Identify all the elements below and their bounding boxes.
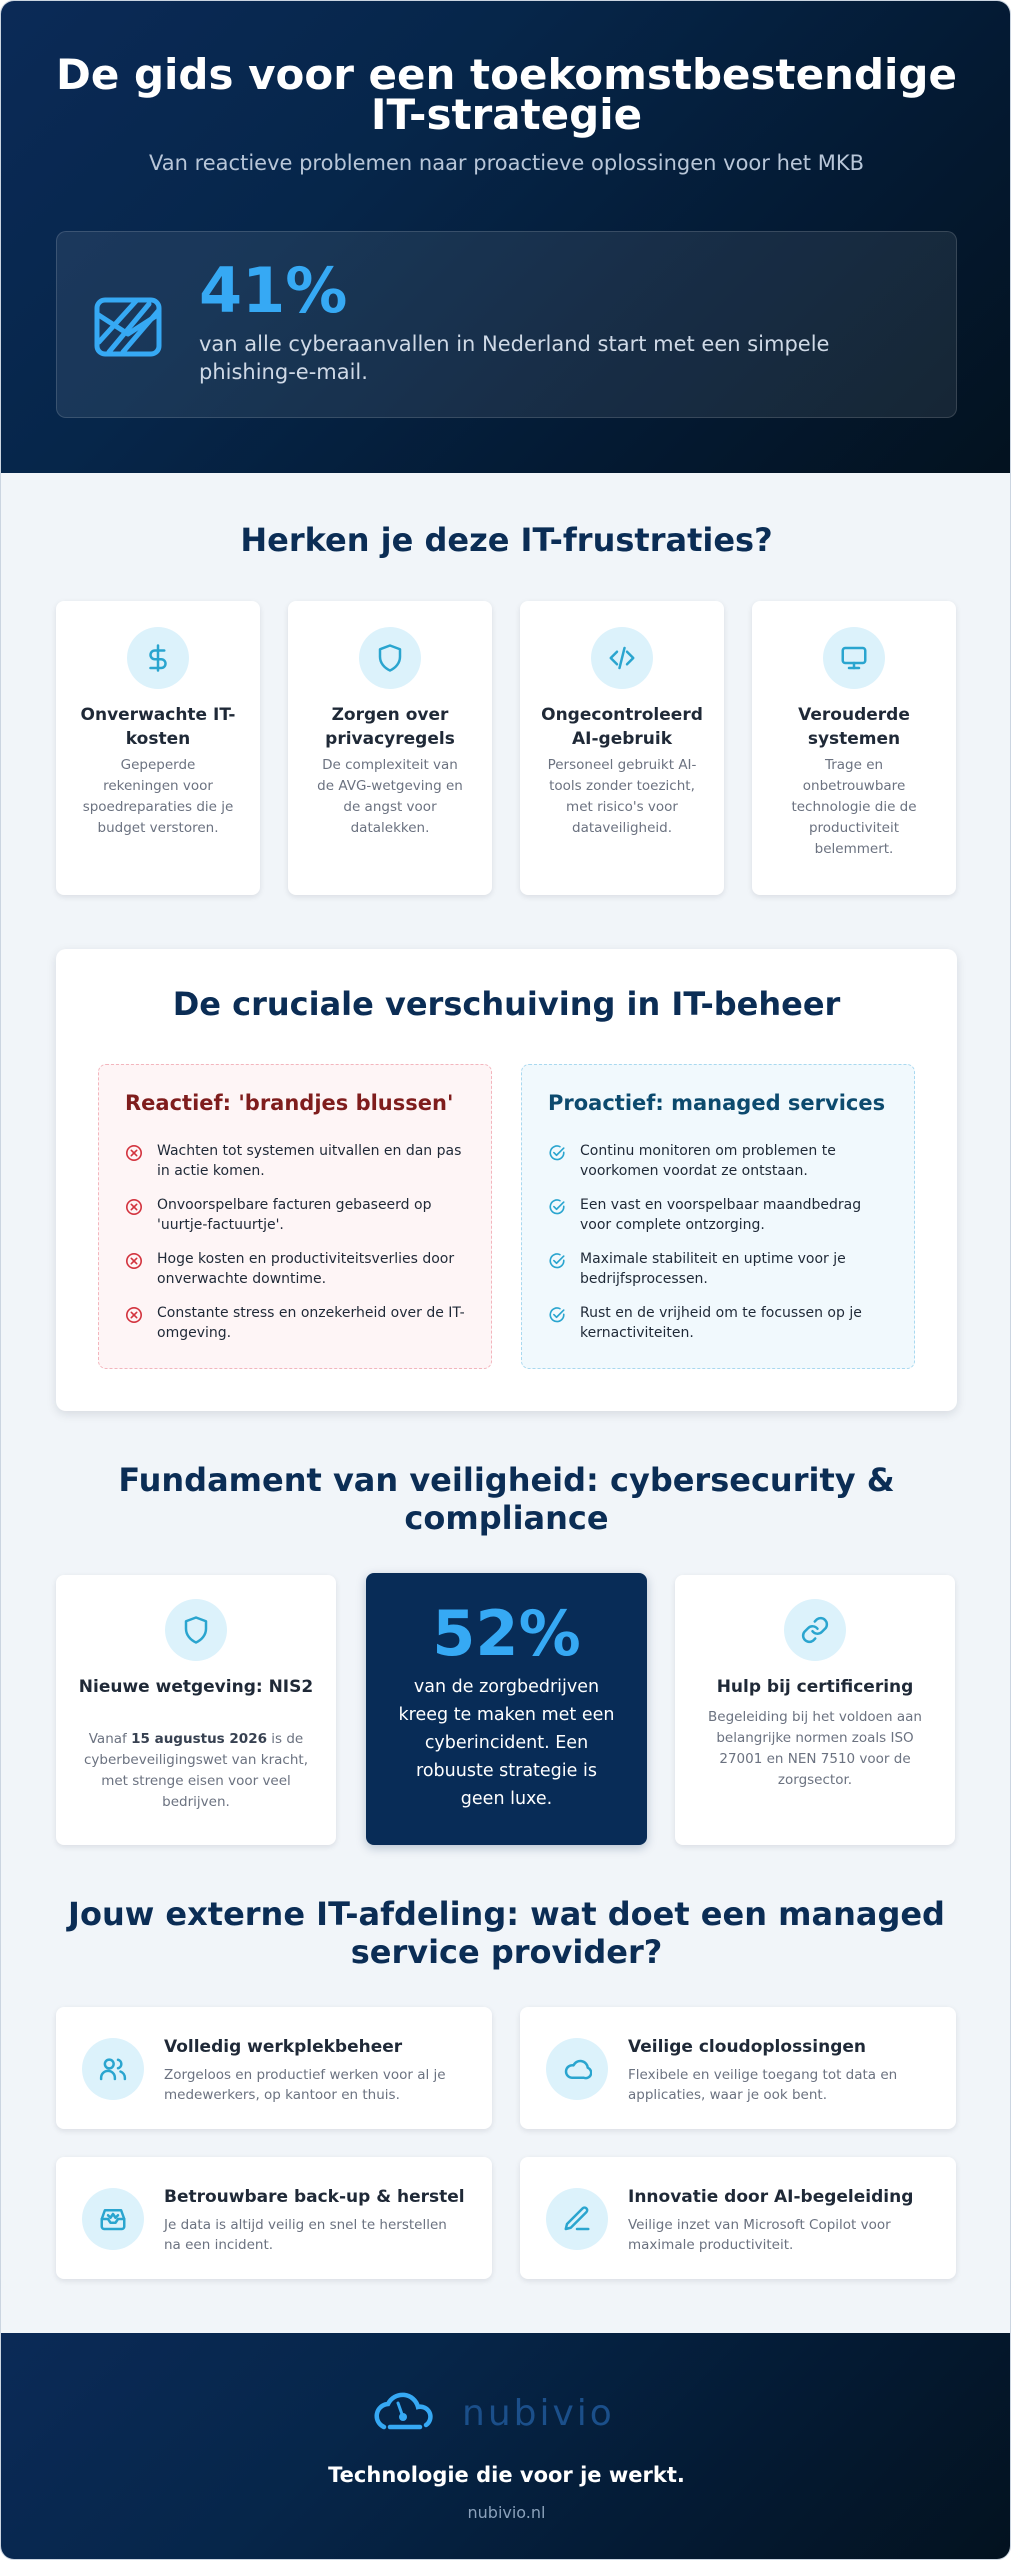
frustration-card-privacy (288, 601, 492, 895)
nis2-card (56, 1575, 336, 1845)
service-text: Je data is altijd veilig en snel te herstellen na een incident. (164, 2217, 447, 2253)
foundation-title: Fundament van veiligheid: cybersecurity & compliance (118, 1461, 895, 1537)
service-title: Betrouwbare back-up & herstel (164, 2187, 465, 2207)
proactive-item-text: Maximale stabiliteit en uptime voor je bedrijfsprocessen. (580, 1251, 846, 1287)
reactive-item-text: Wachten tot systemen uitvallen en dan pas in actie komen. (157, 1143, 462, 1179)
nubivio-logo (370, 2383, 642, 2439)
healthcare-stat-card (366, 1573, 647, 1845)
hero-section (1, 1, 1011, 473)
phishing-icon (93, 290, 167, 364)
cloud-icon (546, 2038, 608, 2100)
footer (1, 2333, 1011, 2560)
footer-url: nubivio.nl (467, 2503, 546, 2522)
users-icon (82, 2038, 144, 2100)
reactive-item-text: Hoge kosten en productiviteitsverlies door onverwachte downtime. (157, 1251, 455, 1287)
certification-title: Hulp bij certificering (716, 1677, 914, 1697)
service-card-workplace (56, 2007, 492, 2129)
check-circle-icon (548, 1198, 566, 1216)
frustration-card-text: Trage en onbetrouwbare technologie die de productiviteit belemmert. (791, 757, 917, 857)
service-title: Veilige cloudoplossingen (628, 2037, 867, 2057)
frustration-card-text: Personeel gebruikt AI-tools zonder toezicht, met risico's voor dataveiligheid. (547, 757, 697, 836)
frustration-card-title: Onverwachte IT-kosten (80, 705, 236, 749)
check-circle-icon (548, 1144, 566, 1162)
nis2-date: 15 augustus 2026 (131, 1731, 267, 1747)
page-title: De gids voor een toekomstbestendige IT-strategie (56, 50, 957, 139)
link-icon (784, 1599, 846, 1661)
proactive-title: Proactief: managed services (548, 1091, 886, 1115)
check-circle-icon (548, 1306, 566, 1324)
services-title: Jouw externe IT-afdeling: wat doet een managed service provider? (68, 1895, 945, 1971)
shield-icon (165, 1599, 227, 1661)
x-circle-icon (125, 1144, 143, 1162)
footer-tagline: Technologie die voor je werkt. (328, 2463, 685, 2487)
service-text: Veilige inzet van Microsoft Copilot voor maximale productiviteit. (628, 2217, 891, 2253)
x-circle-icon (125, 1198, 143, 1216)
proactive-item-text: Continu monitoren om problemen te voorkomen voordat ze ontstaan. (580, 1143, 836, 1179)
x-circle-icon (125, 1252, 143, 1270)
page-subtitle: Van reactieve problemen naar proactieve oplossingen voor het MKB (148, 151, 865, 175)
service-text: Zorgeloos en productief werken voor al je medewerkers, op kantoor en thuis. (164, 2067, 446, 2103)
service-card-ai (520, 2157, 956, 2279)
frustrations-title: Herken je deze IT-frustraties? (240, 521, 773, 559)
service-text: Flexibele en veilige toegang tot data en applicaties, waar je ook bent. (628, 2067, 898, 2103)
healthcare-stat-text: van de zorgbedrijven kreeg te maken met een cyberincident. Een robuuste strategie is geen luxe. (398, 1677, 615, 1809)
certification-text: Begeleiding bij het voldoen aan belangrijke normen zoals ISO 27001 en NEN 7510 voor de zorgsector. (708, 1709, 922, 1788)
code-icon (591, 627, 653, 689)
service-title: Innovatie door AI-begeleiding (628, 2187, 914, 2207)
certification-card (675, 1575, 955, 1845)
frustration-card-title: Zorgen over privacyregels (325, 705, 455, 749)
healthcare-stat-value: 52% (432, 1597, 581, 1670)
proactive-item-text: Rust en de vrijheid om te focussen op je kernactiviteiten. (580, 1305, 862, 1341)
shield-icon (359, 627, 421, 689)
frustration-card-title: Ongecontroleerd AI-gebruik (541, 705, 703, 749)
dollar-icon (127, 627, 189, 689)
shift-panel (56, 949, 957, 1411)
frustration-card-text: De complexiteit van de AVG-wetgeving en de angst voor datalekken. (317, 757, 463, 836)
inbox-icon (82, 2188, 144, 2250)
reactive-column (98, 1064, 492, 1369)
frustration-card-title: Verouderde systemen (798, 705, 910, 749)
nis2-text: Vanaf 15 augustus 2026 is de cyberbeveiligingswet van kracht, met strenge eisen voor veel bedrijven. (84, 1731, 308, 1810)
monitor-icon (823, 627, 885, 689)
reactive-item-text: Constante stress en onzekerheid over de IT-omgeving. (157, 1305, 465, 1341)
frustration-card-costs (56, 601, 260, 895)
nis2-title: Nieuwe wetgeving: NIS2 (78, 1677, 314, 1697)
service-card-backup (56, 2157, 492, 2279)
proactive-column (521, 1064, 915, 1369)
phishing-stat-card (56, 231, 957, 418)
frustration-card-ai (520, 601, 724, 895)
frustration-card-legacy (752, 601, 956, 895)
pen-icon (546, 2188, 608, 2250)
service-card-cloud (520, 2007, 956, 2129)
x-circle-icon (125, 1306, 143, 1324)
phishing-stat-text: van alle cyberaanvallen in Nederland start met een simpele phishing-e-mail. (199, 332, 830, 384)
shift-title: De cruciale verschuiving in IT-beheer (172, 985, 841, 1023)
reactive-item-text: Onvoorspelbare facturen gebaseerd op 'uurtje-factuurtje'. (157, 1197, 432, 1233)
reactive-title: Reactief: 'brandjes blussen' (125, 1091, 454, 1115)
frustration-card-text: Gepeperde rekeningen voor spoedreparaties die je budget verstoren. (82, 757, 234, 836)
phishing-stat-value: 41% (199, 254, 348, 327)
check-circle-icon (548, 1252, 566, 1270)
svg-text:nubivio: nubivio (462, 2393, 615, 2434)
service-title: Volledig werkplekbeheer (164, 2037, 403, 2057)
proactive-item-text: Een vast en voorspelbaar maandbedrag voor complete ontzorging. (580, 1197, 862, 1233)
